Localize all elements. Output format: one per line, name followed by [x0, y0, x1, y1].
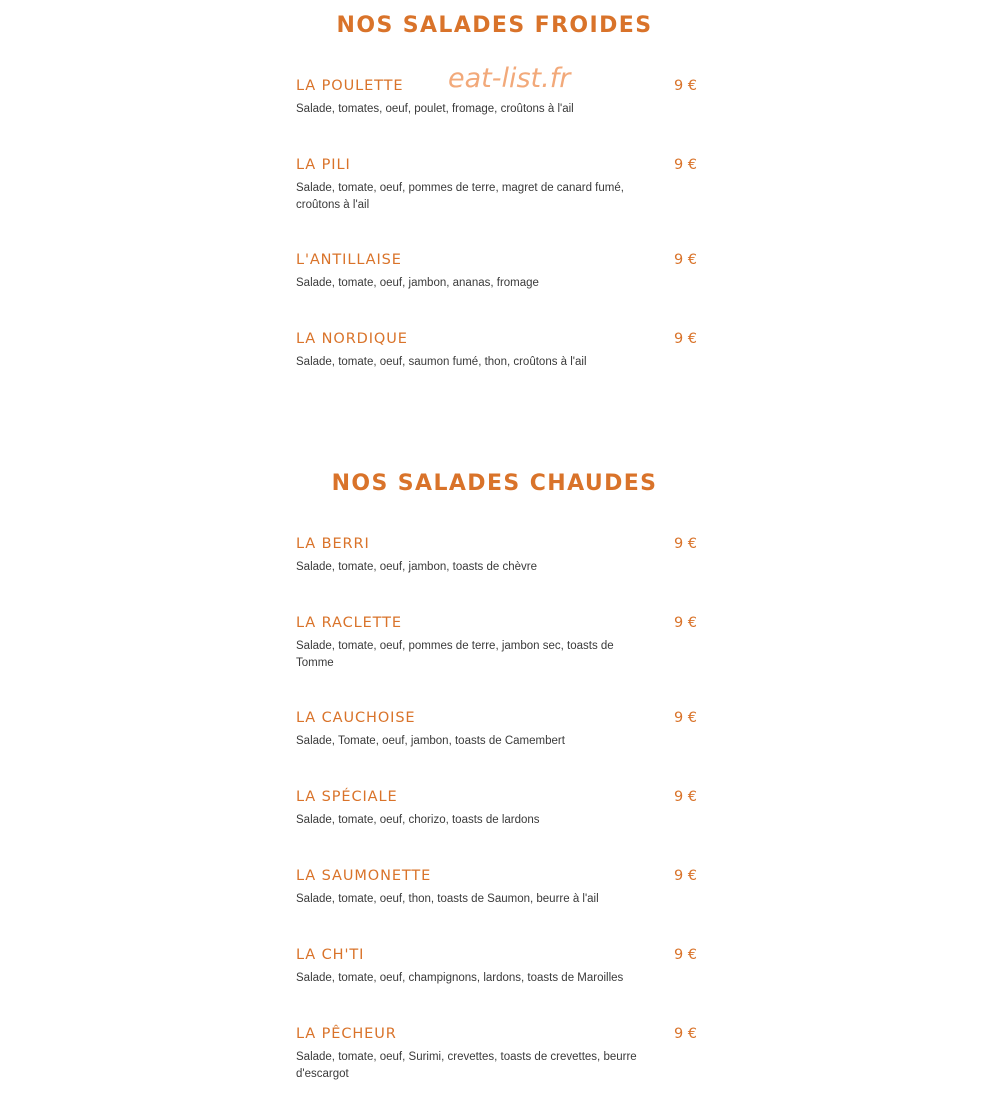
- item-name: LA SAUMONETTE: [296, 868, 432, 884]
- item-name: L'ANTILLAISE: [296, 252, 402, 268]
- item-description: Salade, tomate, oeuf, pommes de terre, magret de canard fumé, croûtons à l'ail: [296, 182, 624, 211]
- menu-item: [296, 866, 706, 945]
- item-price: 9 €: [673, 157, 697, 173]
- item-price: 9 €: [673, 252, 697, 268]
- item-name: LA POULETTE: [296, 78, 404, 94]
- item-price: 9 €: [673, 710, 697, 726]
- item-description: Salade, tomate, oeuf, saumon fumé, thon, croûtons à l'ail: [296, 356, 587, 368]
- menu-item: [296, 613, 706, 708]
- menu-item: [296, 1024, 706, 1090]
- item-name: LA PILI: [296, 157, 351, 173]
- item-description: Salade, tomate, oeuf, thon, toasts de Saumon, beurre à l'ail: [296, 893, 599, 905]
- menu-item: [296, 787, 706, 866]
- item-price: 9 €: [673, 868, 697, 884]
- item-price: 9 €: [673, 789, 697, 805]
- item-description: Salade, tomates, oeuf, poulet, fromage, croûtons à l'ail: [296, 103, 574, 115]
- item-name: LA PÊCHEUR: [296, 1026, 397, 1042]
- menu-item: [296, 534, 706, 613]
- menu-item: [296, 155, 706, 250]
- item-price: 9 €: [673, 1026, 697, 1042]
- cold-salads-list: [296, 76, 706, 379]
- item-name: LA CAUCHOISE: [296, 710, 416, 726]
- menu-item: [296, 329, 706, 379]
- item-description: Salade, Tomate, oeuf, jambon, toasts de Camembert: [296, 735, 565, 747]
- section-title-cold-salads: NOS SALADES FROIDES: [336, 13, 653, 38]
- item-name: LA SPÉCIALE: [296, 789, 398, 805]
- item-description: Salade, tomate, oeuf, pommes de terre, jambon sec, toasts de Tomme: [296, 640, 614, 669]
- hot-salads-list: [296, 534, 706, 1090]
- item-description: Salade, tomate, oeuf, champignons, lardons, toasts de Maroilles: [296, 972, 624, 984]
- item-name: LA RACLETTE: [296, 615, 402, 631]
- menu-item: [296, 250, 706, 329]
- item-price: 9 €: [673, 536, 697, 552]
- menu-item: [296, 708, 706, 787]
- item-price: 9 €: [673, 331, 697, 347]
- item-description: Salade, tomate, oeuf, jambon, toasts de chèvre: [296, 561, 538, 573]
- item-price: 9 €: [673, 78, 697, 94]
- item-name: LA NORDIQUE: [296, 331, 408, 347]
- item-description: Salade, tomate, oeuf, jambon, ananas, fromage: [296, 277, 539, 289]
- item-name: LA CH'TI: [296, 947, 365, 963]
- watermark: eat-list.fr: [448, 63, 571, 94]
- item-description: Salade, tomate, oeuf, chorizo, toasts de lardons: [296, 814, 540, 826]
- section-title-hot-salads: NOS SALADES CHAUDES: [331, 471, 658, 496]
- item-price: 9 €: [673, 615, 697, 631]
- menu-item: [296, 76, 706, 155]
- item-description: Salade, tomate, oeuf, Surimi, crevettes, toasts de crevettes, beurre d'escargot: [296, 1051, 637, 1080]
- menu-item: [296, 945, 706, 1024]
- item-name: LA BERRI: [296, 536, 370, 552]
- item-price: 9 €: [673, 947, 697, 963]
